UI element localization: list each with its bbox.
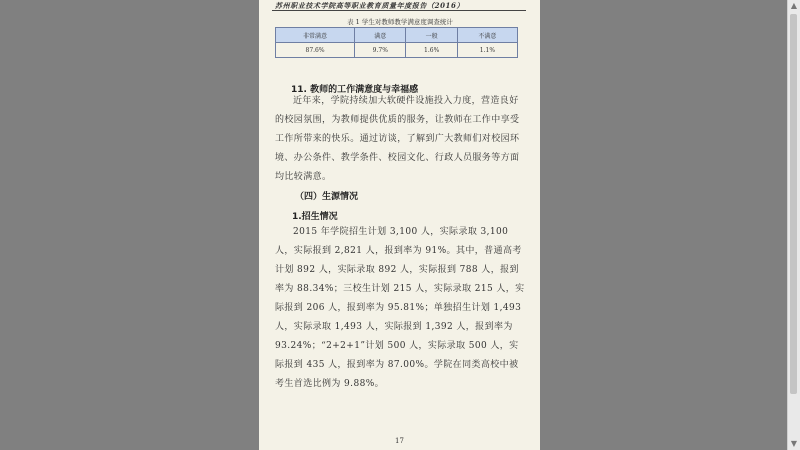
table-row — [276, 43, 518, 58]
section-paragraph — [275, 92, 525, 187]
table-caption: 表 1 学生对教师教学满意度调查统计 — [347, 18, 453, 26]
satisfaction-table — [275, 27, 518, 58]
table-cell: 9.7% — [355, 43, 406, 58]
subsection-paragraph — [275, 223, 525, 394]
subsection-paragraph-text: 2015 年学院招生计划 3,100 人，实际录取 3,100 人，实际报到 2,821 人，报到率为 91%。其中，普通高考计划 892 人，实际录取 892 人，实际报到 788 人，报到率为 88.34%；三校生计划 215 人，实际录取 215 人，实际报到 206 人，报到率为 95.81%；单独招生计划 1,493 人，实际录取 1,493 人，实际报到 1,392 人，报到率为 93.24%；“2+2+1”计划 500 人，实际录取 500 人，实际报到 435 人，报到率为 87.00%。学院在同类高校中被考生首选比例为 9.88%。 — [275, 227, 525, 389]
table-cell: 87.6% — [276, 43, 355, 58]
table-cell: 1.6% — [406, 43, 457, 58]
scroll-down-icon[interactable]: ▼ — [790, 439, 798, 448]
table-header-cell: 不满意 — [457, 28, 517, 43]
running-header: 苏州职业技术学院高等职业教育质量年度报告（2016） — [275, 1, 465, 10]
table-header-row — [276, 28, 518, 43]
table-header-cell: 一般 — [406, 28, 457, 43]
vertical-scrollbar[interactable] — [787, 0, 800, 450]
scrollbar-thumb[interactable] — [790, 14, 797, 394]
table-cell: 1.1% — [457, 43, 517, 58]
header-rule — [272, 10, 526, 11]
subsection-heading: （四）生源情况 — [295, 192, 359, 202]
document-page — [259, 0, 540, 450]
table-header-cell: 满意 — [355, 28, 406, 43]
page-number: 17 — [395, 437, 404, 445]
subsection-subheading: 1.招生情况 — [292, 212, 338, 222]
section-heading: 11. 教师的工作满意度与幸福感 — [291, 85, 419, 95]
section-paragraph-text: 近年来，学院持续加大软硬件设施投入力度，营造良好的校园氛围，为教师提供优质的服务，让教师在工作中享受工作所带来的快乐。通过访谈，了解到广大教师们对校园环境、办公条件、教学条件、校园文化、行政人员服务等方面均比较满意。 — [275, 96, 520, 182]
table-header-cell: 非常满意 — [276, 28, 355, 43]
scroll-up-icon[interactable]: ▲ — [790, 1, 798, 10]
